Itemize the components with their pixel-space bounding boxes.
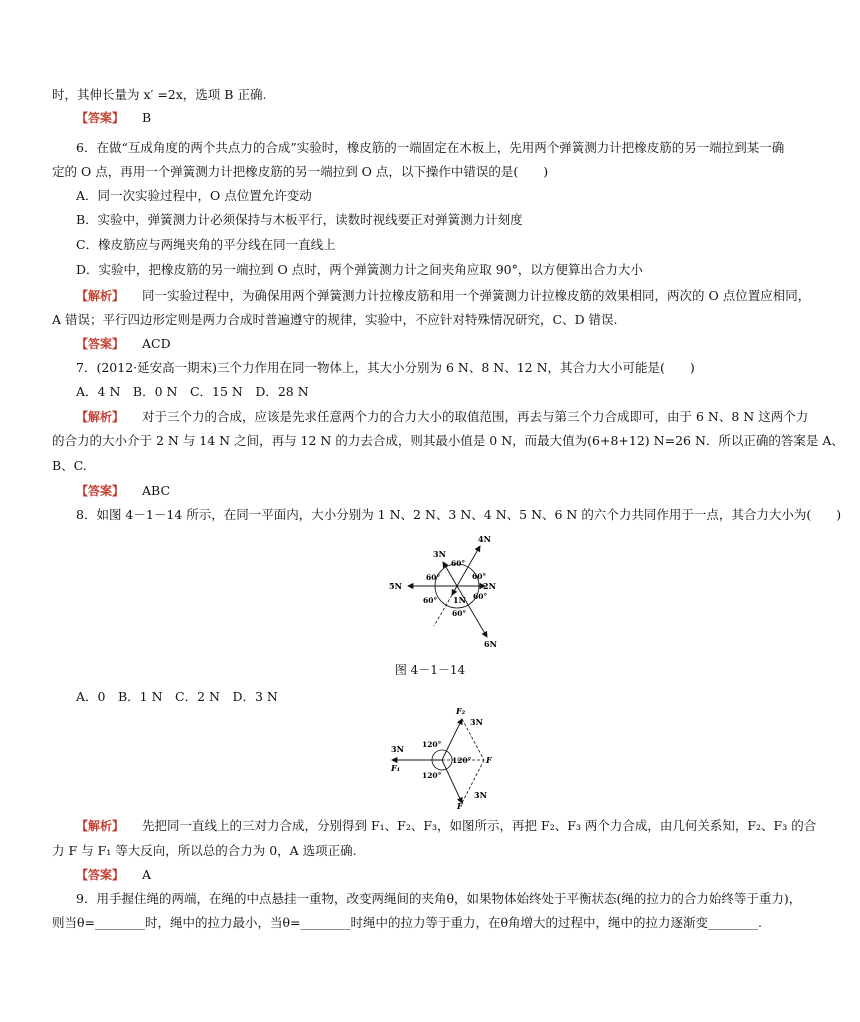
question-9-line-2: 则当θ=________时，绳中的拉力最小，当θ=________时绳中的拉力等于重力，在θ角增大的过程中，绳中的拉力逐渐变________. xyxy=(52,915,762,930)
answer-line xyxy=(76,482,836,500)
angle-label: 60° xyxy=(452,609,467,618)
angle-label: 60° xyxy=(423,596,438,605)
question-8-line-1: 8．如图 4－1－14 所示，在同一平面内，大小分别为 1 N、2 N、3 N、4 N、5 N、6 N 的六个力共同作用于一点，其合力大小为( ) xyxy=(76,507,842,522)
angle-label: 60° xyxy=(451,559,466,568)
label-f: F xyxy=(486,755,492,765)
explanation-tag: 【解析】 xyxy=(76,410,125,424)
option-b: B．实验中，弹簧测力计必须保持与木板平行，读数时视线要正对弹簧测力计刻度 xyxy=(76,212,523,227)
answer-value: ABC xyxy=(142,483,171,498)
answer-tag: 【答案】 xyxy=(76,337,125,351)
force-f2-arrow xyxy=(442,719,462,760)
answer-tag: 【答案】 xyxy=(76,484,125,498)
explanation-text: 对于三个力的合成，应该是先求任意两个力的合力大小的取值范围，再去与第三个力合成即可，由于 6 N、8 N 这两个力 xyxy=(142,409,809,424)
explanation-7-line-1 xyxy=(76,408,836,426)
question-7-options: A．4 N B．0 N C．15 N D．28 N xyxy=(76,384,309,399)
label-f: F xyxy=(457,801,463,811)
explanation-text: 同一实验过程中，为确保用两个弹簧测力计拉橡皮筋和用一个弹簧测力计拉橡皮筋的效果相同，两次的 O 点位置应相同， xyxy=(142,288,811,303)
question-6-line-2: 定的 O 点，再用一个弹簧测力计把橡皮筋的另一端拉到 O 点，以下操作中错误的是( ) xyxy=(52,164,549,179)
answer-value: A xyxy=(142,867,152,882)
label-6n: 6N xyxy=(484,639,497,649)
option-d: D．实验中，把橡皮筋的另一端拉到 O 点时，两个弹簧测力计之间夹角应取 90°，以方便算出合力大小 xyxy=(76,262,643,277)
label-f2: F₂ xyxy=(456,706,466,716)
explanation-6-line-1 xyxy=(76,287,836,305)
label-3n: 3N xyxy=(391,744,404,754)
force-1n-arrow xyxy=(452,586,457,595)
explanation-7-line-3: B、C. xyxy=(52,458,87,473)
answer-value: ACD xyxy=(142,336,171,351)
explanation-tag: 【解析】 xyxy=(76,819,125,833)
angle-label: 60° xyxy=(426,573,441,582)
answer-value: B xyxy=(142,110,152,125)
explanation-8-line-2: 力 F 与 F₁ 等大反向，所以总的合力为 0，A 选项正确. xyxy=(52,843,357,858)
angle-label: 120° xyxy=(422,771,442,780)
label-3n: 3N xyxy=(470,717,483,727)
explanation-tag: 【解析】 xyxy=(76,289,125,303)
explanation-text: 先把同一直线上的三对力合成，分别得到 F₁、F₂、F₃，如图所示，再把 F₂、F₃ 两个力合成，由几何关系知，F₂、F₃ 的合 xyxy=(142,818,817,833)
text-line: 时，其伸长量为 x′ =2x，选项 B 正确. xyxy=(52,87,267,102)
angle-label: 120° xyxy=(452,756,472,765)
label-3n: 3N xyxy=(474,790,487,800)
answer-line xyxy=(76,335,836,353)
question-8-options: A．0 B．1 N C．2 N D．3 N xyxy=(76,689,278,704)
label-5n: 5N xyxy=(389,581,402,591)
label-3n: 3N xyxy=(433,549,446,559)
answer-line xyxy=(76,109,836,127)
angle-label: 60° xyxy=(472,572,487,581)
label-4n: 4N xyxy=(478,534,491,544)
option-a: A．同一次实验过程中，O 点位置允许变动 xyxy=(76,188,312,203)
explanation-6-line-2: A 错误；平行四边形定则是两力合成时普遍遵守的规律，实验中，不应针对特殊情况研究，C、D 错误. xyxy=(52,312,618,327)
answer-tag: 【答案】 xyxy=(76,868,125,882)
label-1n: 1N xyxy=(453,595,466,605)
question-6-line-1: 6．在做“互成角度的两个共点力的合成”实验时，橡皮筋的一端固定在木板上，先用两个弹簧测力计把橡皮筋的另一端拉到某一确 xyxy=(76,140,785,155)
question-7-line-1: 7．(2012·延安高一期末)三个力作用在同一物体上，其大小分别为 6 N、8 N、12 N，其合力大小可能是( ) xyxy=(76,360,695,375)
option-c: C．橡皮筋应与两绳夹角的平分线在同一直线上 xyxy=(76,237,336,252)
explanation-8-line-1 xyxy=(76,817,836,835)
angle-label: 120° xyxy=(422,740,442,749)
label-f1: F₁ xyxy=(391,763,401,773)
label-2n: 2N xyxy=(483,581,496,591)
question-9-line-1: 9．用手握住绳的两端，在绳的中点悬挂一重物，改变两绳间的夹角θ，如果物体始终处于平衡状态(绳的拉力的合力始终等于重力)， xyxy=(76,891,802,906)
answer-line xyxy=(76,866,836,884)
explanation-7-line-2: 的合力的大小介于 2 N 与 14 N 之间，再与 12 N 的力去合成，则其最小值是 0 N，而最大值为(6+8+12) N=26 N．所以正确的答案是 A、 xyxy=(52,433,844,448)
figure-caption: 图 4－1－14 xyxy=(394,663,466,677)
answer-tag: 【答案】 xyxy=(76,111,125,125)
force-f-arrow xyxy=(442,760,462,803)
force-diagram-six-forces xyxy=(380,532,520,650)
angle-label: 60° xyxy=(473,592,488,601)
force-diagram-resultant xyxy=(380,705,520,811)
